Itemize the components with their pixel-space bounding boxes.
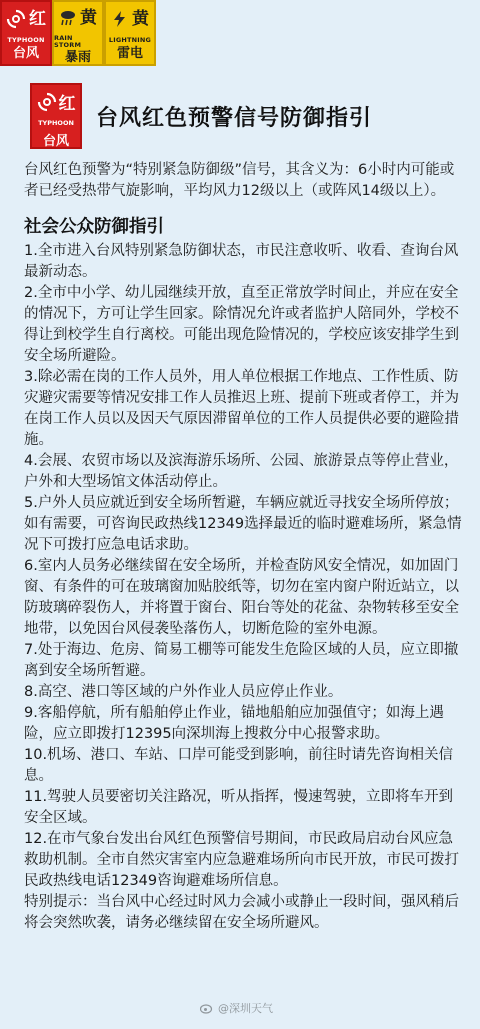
- badge-level: 黄: [132, 8, 149, 29]
- guideline-item: 3.除必需在岗的工作人员外，用人单位根据工作地点、工作性质、防灾避灾需要等情况安排工作人员推迟上班、提前下班或者停工，并为在岗工作人员以及因天气原因滞留单位的工作人员提供必要的避险措施。: [24, 369, 459, 448]
- guideline-item: 9.客船停航，所有船舶停止作业，锚地船舶应加强值守；如海上遇险，应立即拨打12395向深圳海上搜救分中心报警求助。: [24, 705, 444, 742]
- guideline-item: 7.处于海边、危房、简易工棚等可能发生危险区域的人员，应立即撤离到安全场所暂避。: [24, 642, 459, 679]
- typhoon-icon: [6, 9, 26, 29]
- watermark: [200, 1000, 273, 1016]
- title-row: [30, 83, 372, 149]
- guideline-item: 5.户外人员应就近到安全场所暂避，车辆应就近寻找安全场所停放；如有需要，可咨询民政热线12349选择最近的临时避难场所，紧急情况下可拨打应急电话求助。: [24, 495, 462, 553]
- guideline-item: 10.机场、港口、车站、口岸可能受到影响，前往时请先咨询相关信息。: [24, 747, 454, 784]
- typhoon-red-badge: [0, 0, 52, 66]
- guideline-item: 4.会展、农贸市场以及滨海游乐场所、公园、旅游景点等停止营业，户外和大型场馆文体活动停止。: [24, 453, 459, 490]
- badge-en-label: LIGHTNING: [108, 36, 152, 44]
- typhoon-red-signal-badge: [30, 83, 82, 149]
- guideline-item: 1.全市进入台风特别紧急防御状态，市民注意收听、收看、查询台风最新动态。: [24, 243, 459, 280]
- weibo-icon: [200, 1002, 214, 1014]
- typhoon-icon: [37, 92, 57, 112]
- intro-paragraph: 台风红色预警为“特别紧急防御级”信号，其含义为：6小时内可能或者已经受热带气旋影响，平均风力12级以上（或阵风14级以上）。: [24, 162, 455, 199]
- lightning-yellow-badge: [104, 0, 156, 66]
- badge-level: 红: [29, 8, 46, 29]
- guideline-item: 12.在市气象台发出台风红色预警信号期间，市民政局启动台风应急救助机制。全市自然灾害室内应急避难场所向市民开放，市民可拨打民政热线电话12349咨询避难场所信息。: [24, 831, 459, 889]
- badge-cn-label: 暴雨: [64, 50, 91, 65]
- guideline-item: 8.高空、港口等区域的户外作业人员应停止作业。: [24, 684, 343, 700]
- badge-cn-label: 台风: [42, 134, 69, 149]
- rainstorm-yellow-badge: [52, 0, 104, 66]
- guideline-item: 2.全市中小学、幼儿园继续开放，直至正常放学时间止，并应在安全的情况下，方可让学生回家。除情况允许或者监护人陪同外，学校不得让到校学生自行离校。可能出现危险情况的，学校应该安排学生到安全场所避险。: [24, 285, 459, 364]
- special-tip: 特别提示：当台风中心经过时风力会减小或静止一段时间，强风稍后将会突然吹袭，请务必继续留在安全场所避风。: [24, 894, 459, 931]
- document-body: [24, 160, 464, 934]
- page-title: 台风红色预警信号防御指引: [96, 105, 373, 131]
- guideline-item: 11.驾驶人员要密切关注路况，听从指挥，慢速驾驶，立即将车开到安全区域。: [24, 789, 454, 826]
- section-title: 社会公众防御指引: [24, 217, 164, 237]
- rainstorm-icon: [59, 9, 77, 27]
- lightning-icon: [111, 10, 129, 28]
- warning-badges: [0, 0, 156, 66]
- guideline-item: 6.室内人员务必继续留在安全场所，并检查防风安全情况，如加固门窗、有条件的可在玻璃窗加贴胶纸等，切勿在室内窗户附近站立，以防玻璃碎裂伤人，并将置于窗台、阳台等处的花盆、杂物转移至安全地带，以免因台风侵袭坠落伤人，切断危险的室外电源。: [24, 558, 459, 637]
- badge-level: 红: [58, 94, 76, 114]
- badge-en-label: TYPHOON: [7, 36, 45, 44]
- badge-cn-label: 台风: [12, 45, 39, 61]
- badge-level: 黄: [80, 7, 97, 28]
- badge-cn-label: 雷电: [116, 45, 143, 61]
- watermark-text: @深圳天气: [218, 1002, 273, 1015]
- badge-en-label: RAIN STORM: [54, 34, 82, 49]
- badge-en-label: TYPHOON: [38, 119, 74, 127]
